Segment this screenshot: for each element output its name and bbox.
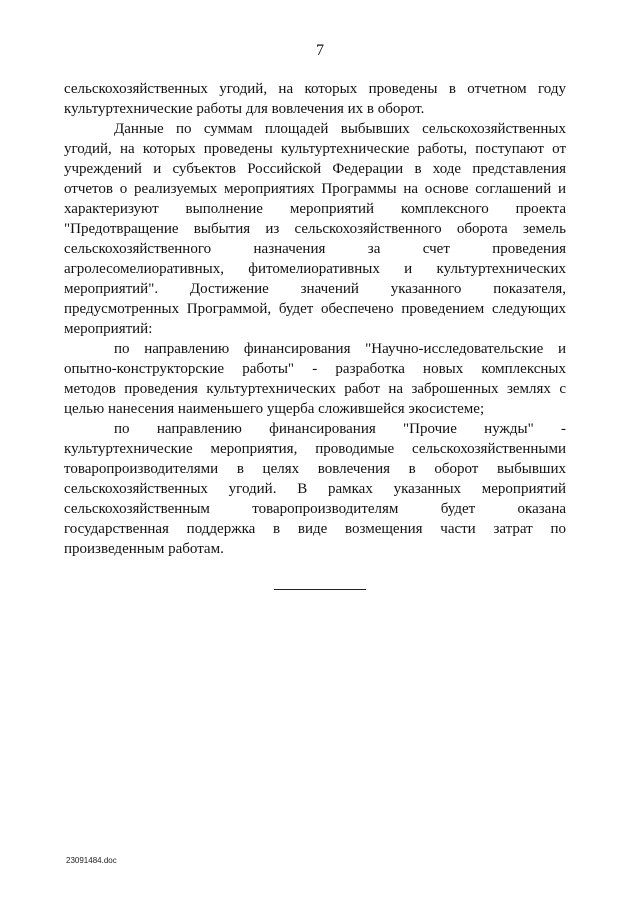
text-line: по направлению финансирования "Научно-исследовательские и xyxy=(114,341,566,357)
text-line: учреждений и субъектов Российской Федерации в ходе представления xyxy=(64,161,566,177)
text-line: сельскохозяйственных угодий. В рамках указанных мероприятий xyxy=(64,481,566,497)
paragraph xyxy=(64,119,566,339)
text-line: сельскохозяйственным товаропроизводителям будет оказана xyxy=(64,501,566,517)
text-line: сельскохозяйственного назначения за счет проведения xyxy=(64,241,566,257)
text-line: отчетов о реализуемых мероприятиях Программы на основе соглашений и xyxy=(64,181,566,197)
text-line: предусмотренных Программой, будет обеспечено проведением следующих xyxy=(64,301,566,317)
text-line: культуртехнические работы для вовлечения их в оборот. xyxy=(64,101,425,117)
text-line: мероприятий: xyxy=(64,321,153,337)
text-line: государственная поддержка в виде возмещения части затрат по xyxy=(64,521,566,537)
body-text xyxy=(64,79,566,559)
separator-line xyxy=(274,589,366,590)
text-line: по направлению финансирования "Прочие нужды" - xyxy=(114,421,566,437)
text-line: угодий, на которых проведены культуртехнические работы, поступают от xyxy=(64,141,566,157)
text-line: сельскохозяйственных угодий, на которых проведены в отчетном году xyxy=(64,81,566,97)
paragraph xyxy=(64,339,566,419)
page-number: 7 xyxy=(316,42,324,59)
paragraph xyxy=(64,419,566,559)
text-line: Данные по суммам площадей выбывших сельскохозяйственных xyxy=(114,121,566,137)
text-line: "Предотвращение выбытия из сельскохозяйственного оборота земель xyxy=(64,221,566,237)
text-line: целью нанесения наименьшего ущерба сложившейся экосистеме; xyxy=(64,401,485,417)
document-file-id: 23091484.doc xyxy=(66,856,117,865)
text-line: агролесомелиоративных, фитомелиоративных и культуртехнических xyxy=(64,261,566,277)
text-line: культуртехнические мероприятия, проводимые сельскохозяйственными xyxy=(64,441,566,457)
text-line: мероприятий". Достижение значений указанного показателя, xyxy=(64,281,566,297)
paragraph xyxy=(64,79,566,119)
text-line: методов проведения культуртехнических работ на заброшенных землях с xyxy=(64,381,566,397)
text-line: произведенным работам. xyxy=(64,541,224,557)
text-line: опытно-конструкторские работы" - разработка новых комплексных xyxy=(64,361,566,377)
text-line: характеризуют выполнение мероприятий комплексного проекта xyxy=(64,201,566,217)
text-line: товаропроизводителями в целях вовлечения в оборот выбывших xyxy=(64,461,566,477)
